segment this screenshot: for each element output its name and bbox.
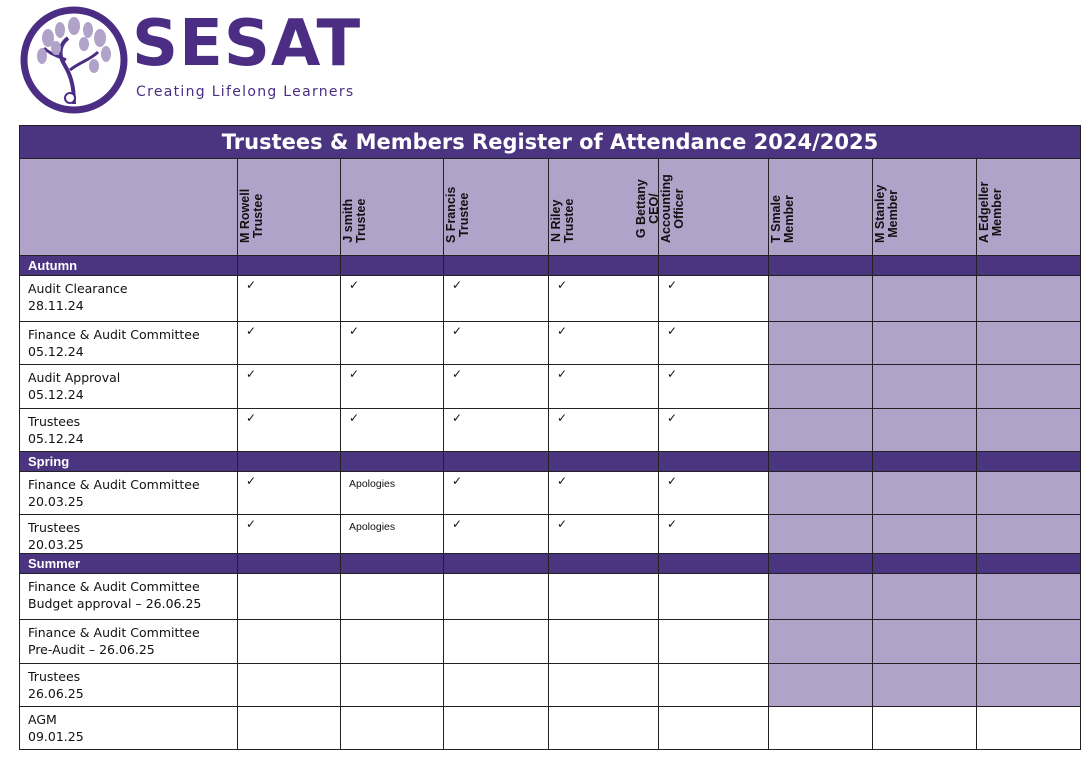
logo-tagline: Creating Lifelong Learners [136, 84, 355, 100]
member-attendance-cell [977, 276, 1081, 322]
trustee-attendance-cell [659, 322, 769, 365]
tree-emblem-icon [18, 4, 130, 116]
member-attendance-cell [769, 707, 873, 750]
member-attendance-cell [873, 322, 977, 365]
meeting-cell [20, 322, 238, 365]
member-attendance-cell [873, 472, 977, 515]
trustee-attendance-cell [341, 707, 444, 750]
trustee-attendance-cell [341, 276, 444, 322]
trustee-attendance-cell [659, 472, 769, 515]
trustee-attendance-cell [341, 409, 444, 452]
meeting-date: 20.03.25 [28, 537, 84, 552]
trustee-attendance-cell [444, 620, 549, 664]
checkmark-icon: ✓ [667, 278, 678, 292]
trustee-attendance-cell [549, 276, 659, 322]
member-attendance-cell [873, 664, 977, 707]
member-attendance-cell [769, 276, 873, 322]
meeting-name: AGM [28, 712, 57, 727]
trustee-attendance-cell [341, 620, 444, 664]
checkmark-icon: ✓ [557, 324, 568, 338]
member-attendance-cell [977, 409, 1081, 452]
column-header [444, 159, 549, 256]
member-attendance-cell [873, 409, 977, 452]
section-blank-cell [238, 452, 341, 472]
member-attendance-cell [873, 574, 977, 620]
section-blank-cell [549, 256, 659, 276]
column-header-label: A Edgeller Member [977, 181, 1004, 243]
section-blank-cell [238, 256, 341, 276]
trustee-attendance-cell [659, 276, 769, 322]
table-row [20, 620, 1081, 664]
meeting-date: 05.12.24 [28, 387, 84, 402]
checkmark-icon: ✓ [246, 411, 257, 425]
member-attendance-cell [873, 365, 977, 409]
trustee-attendance-cell [549, 620, 659, 664]
trustee-attendance-cell [341, 515, 444, 554]
trustee-attendance-cell [444, 707, 549, 750]
checkmark-icon: ✓ [349, 411, 360, 425]
section-blank-cell [659, 256, 769, 276]
meeting-name: Finance & Audit Committee [28, 625, 200, 640]
logo-wordmark [132, 7, 362, 81]
section-blank-cell [549, 554, 659, 574]
checkmark-icon: ✓ [557, 367, 568, 381]
trustee-attendance-cell [659, 365, 769, 409]
checkmark-icon: ✓ [452, 411, 463, 425]
column-header-label: G Bettany CEO/ Accounting Officer [634, 174, 686, 243]
checkmark-icon: ✓ [452, 367, 463, 381]
table-row [20, 574, 1081, 620]
section-blank-cell [977, 452, 1081, 472]
table-row [20, 664, 1081, 707]
column-header [977, 159, 1081, 256]
meeting-cell [20, 365, 238, 409]
member-attendance-cell [977, 664, 1081, 707]
checkmark-icon: ✓ [557, 278, 568, 292]
member-attendance-cell [873, 707, 977, 750]
checkmark-icon: ✓ [667, 517, 678, 531]
checkmark-icon: ✓ [667, 367, 678, 381]
section-blank-cell [444, 256, 549, 276]
member-attendance-cell [977, 322, 1081, 365]
trustee-attendance-cell [444, 515, 549, 554]
meeting-date: 20.03.25 [28, 494, 84, 509]
trustee-attendance-cell [549, 707, 659, 750]
table-row [20, 515, 1081, 554]
trustee-attendance-cell [549, 574, 659, 620]
table-row [20, 472, 1081, 515]
trustee-attendance-cell [238, 365, 341, 409]
meeting-date: 05.12.24 [28, 431, 84, 446]
trustee-attendance-cell [444, 574, 549, 620]
section-blank-cell [444, 452, 549, 472]
trustee-attendance-cell [238, 276, 341, 322]
meeting-cell [20, 664, 238, 707]
meeting-cell [20, 574, 238, 620]
meeting-date: 28.11.24 [28, 298, 84, 313]
section-blank-cell [341, 256, 444, 276]
member-attendance-cell [977, 515, 1081, 554]
checkmark-icon: ✓ [667, 324, 678, 338]
table-title: Trustees & Members Register of Attendance 2024/2025 [20, 126, 1081, 159]
member-attendance-cell [873, 620, 977, 664]
table-row [20, 409, 1081, 452]
member-attendance-cell [977, 620, 1081, 664]
meeting-cell [20, 707, 238, 750]
checkmark-icon: ✓ [246, 367, 257, 381]
section-blank-cell [873, 256, 977, 276]
member-attendance-cell [769, 365, 873, 409]
trustee-attendance-cell [659, 620, 769, 664]
section-blank-cell [444, 554, 549, 574]
meeting-date: 26.06.25 [28, 686, 84, 701]
trustee-attendance-cell [659, 664, 769, 707]
trustee-attendance-cell [444, 365, 549, 409]
checkmark-icon: ✓ [557, 411, 568, 425]
checkmark-icon: ✓ [452, 517, 463, 531]
section-blank-cell [769, 554, 873, 574]
trustee-attendance-cell [659, 409, 769, 452]
section-blank-cell [659, 554, 769, 574]
checkmark-icon: ✓ [349, 324, 360, 338]
section-blank-cell [977, 256, 1081, 276]
column-header [634, 159, 769, 256]
section-blank-cell [341, 452, 444, 472]
trustee-attendance-cell [444, 409, 549, 452]
meeting-name: Finance & Audit Committee [28, 579, 200, 594]
trustee-attendance-cell [238, 620, 341, 664]
member-attendance-cell [977, 365, 1081, 409]
section-blank-cell [769, 256, 873, 276]
section-blank-cell [238, 554, 341, 574]
apologies-text: Apologies [349, 521, 396, 533]
trustee-attendance-cell [238, 322, 341, 365]
column-header-label: T Smale Member [769, 195, 796, 243]
column-header-row [20, 159, 1081, 256]
checkmark-icon: ✓ [557, 517, 568, 531]
meeting-cell [20, 472, 238, 515]
trustee-attendance-cell [444, 472, 549, 515]
checkmark-icon: ✓ [667, 474, 678, 488]
section-header-row [20, 452, 1081, 472]
member-attendance-cell [977, 707, 1081, 750]
meeting-name: Audit Approval [28, 370, 121, 385]
member-attendance-cell [769, 409, 873, 452]
meeting-name: Finance & Audit Committee [28, 327, 200, 342]
trustee-attendance-cell [238, 574, 341, 620]
table-row [20, 322, 1081, 365]
section-header-row [20, 256, 1081, 276]
trustee-attendance-cell [549, 515, 659, 554]
trustee-attendance-cell [549, 365, 659, 409]
apologies-text: Apologies [349, 478, 396, 490]
member-attendance-cell [769, 574, 873, 620]
column-header-label: N Riley Trustee [549, 198, 576, 243]
column-header [238, 159, 341, 256]
section-blank-cell [341, 554, 444, 574]
trustee-attendance-cell [341, 365, 444, 409]
meeting-name: Finance & Audit Committee [28, 477, 200, 492]
meeting-cell [20, 409, 238, 452]
member-attendance-cell [769, 664, 873, 707]
meeting-cell [20, 620, 238, 664]
checkmark-icon: ✓ [452, 474, 463, 488]
section-blank-cell [873, 554, 977, 574]
section-blank-cell [977, 554, 1081, 574]
checkmark-icon: ✓ [349, 278, 360, 292]
member-attendance-cell [873, 515, 977, 554]
checkmark-icon: ✓ [349, 367, 360, 381]
section-header-row [20, 554, 1081, 574]
trustee-attendance-cell [549, 472, 659, 515]
meeting-cell [20, 515, 238, 554]
section-blank-cell [659, 452, 769, 472]
section-name: Summer [20, 554, 238, 574]
meeting-name: Trustees [28, 669, 81, 684]
member-attendance-cell [769, 515, 873, 554]
member-attendance-cell [977, 574, 1081, 620]
column-header-label: M Rowell Trustee [238, 188, 265, 243]
checkmark-icon: ✓ [667, 411, 678, 425]
trustee-attendance-cell [238, 664, 341, 707]
section-name: Spring [20, 452, 238, 472]
member-attendance-cell [769, 472, 873, 515]
column-header-label: J smith Trustee [341, 198, 368, 243]
trustee-attendance-cell [444, 664, 549, 707]
section-blank-cell [873, 452, 977, 472]
header-corner [20, 159, 238, 256]
meeting-date: 05.12.24 [28, 344, 84, 359]
trustee-attendance-cell [238, 515, 341, 554]
meeting-name: Audit Clearance [28, 281, 128, 296]
logo-wordmark-at: AT [270, 7, 362, 81]
member-attendance-cell [769, 620, 873, 664]
checkmark-icon: ✓ [557, 474, 568, 488]
column-header-label: M Stanley Member [873, 184, 900, 243]
table-row [20, 365, 1081, 409]
trustee-attendance-cell [238, 409, 341, 452]
trustee-attendance-cell [238, 472, 341, 515]
trustee-attendance-cell [341, 664, 444, 707]
column-header-label: S Francis Trustee [444, 186, 471, 243]
checkmark-icon: ✓ [452, 324, 463, 338]
trustee-attendance-cell [341, 472, 444, 515]
attendance-register-table [19, 125, 1081, 750]
meeting-date: 09.01.25 [28, 729, 84, 744]
table-row [20, 707, 1081, 750]
member-attendance-cell [873, 276, 977, 322]
table-row [20, 276, 1081, 322]
trustee-attendance-cell [341, 322, 444, 365]
trustee-attendance-cell [549, 322, 659, 365]
meeting-name: Trustees [28, 414, 81, 429]
column-header [769, 159, 873, 256]
meeting-name: Trustees [28, 520, 81, 535]
meeting-cell [20, 276, 238, 322]
logo-wordmark-ses: SES [132, 7, 271, 81]
trustee-attendance-cell [549, 409, 659, 452]
trustee-attendance-cell [659, 515, 769, 554]
sesat-logo [18, 4, 368, 116]
section-blank-cell [769, 452, 873, 472]
section-name: Autumn [20, 256, 238, 276]
checkmark-icon: ✓ [452, 278, 463, 292]
trustee-attendance-cell [444, 276, 549, 322]
trustee-attendance-cell [444, 322, 549, 365]
trustee-attendance-cell [659, 707, 769, 750]
checkmark-icon: ✓ [246, 517, 257, 531]
member-attendance-cell [977, 472, 1081, 515]
trustee-attendance-cell [238, 707, 341, 750]
checkmark-icon: ✓ [246, 324, 257, 338]
meeting-date: Pre-Audit – 26.06.25 [28, 642, 155, 657]
trustee-attendance-cell [549, 664, 659, 707]
checkmark-icon: ✓ [246, 474, 257, 488]
trustee-attendance-cell [659, 574, 769, 620]
meeting-date: Budget approval – 26.06.25 [28, 596, 202, 611]
checkmark-icon: ✓ [246, 278, 257, 292]
column-header [341, 159, 444, 256]
trustee-attendance-cell [341, 574, 444, 620]
column-header [873, 159, 977, 256]
member-attendance-cell [769, 322, 873, 365]
section-blank-cell [549, 452, 659, 472]
